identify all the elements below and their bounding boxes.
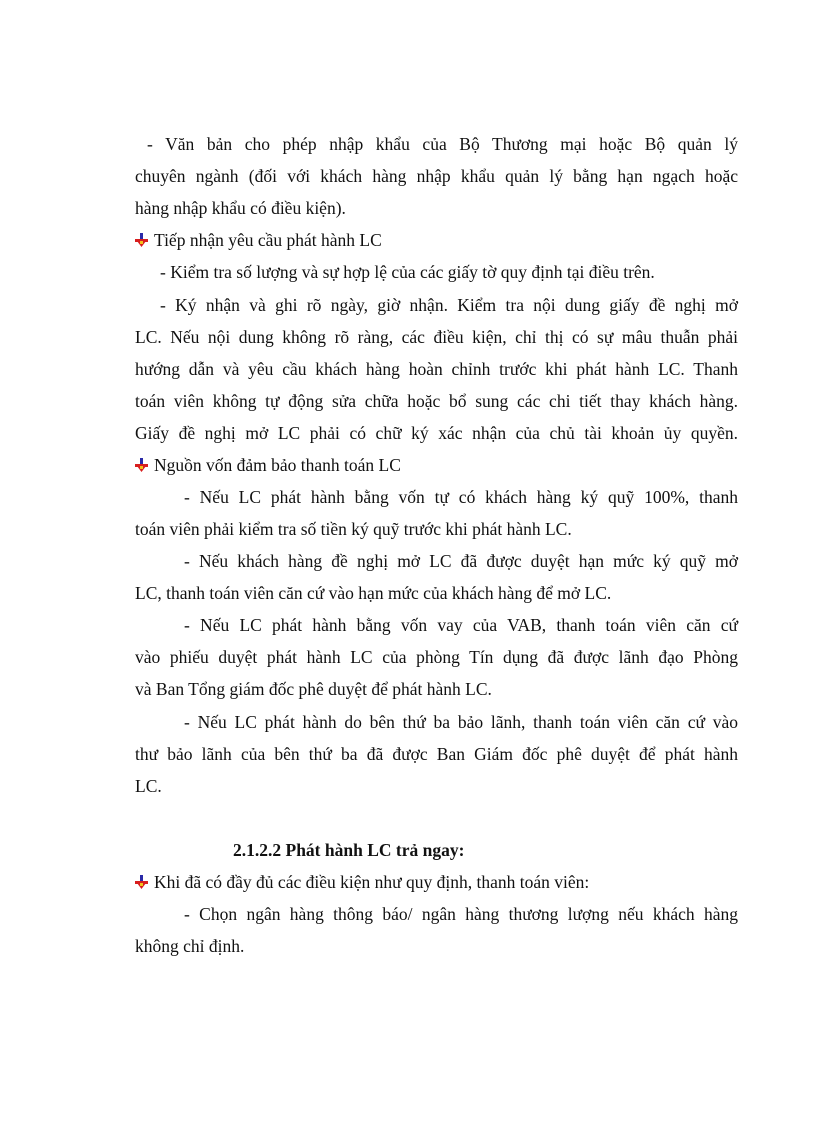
bullet-heading-text: Nguồn vốn đảm bảo thanh toán LC xyxy=(154,455,401,475)
section-heading: 2.1.2.2 Phát hành LC trả ngay: xyxy=(233,840,465,860)
paragraph-line: - Nếu khách hàng đề nghị mở LC đã được duyệt hạn mức ký quỹ mở xyxy=(184,551,738,571)
paragraph-line: - Nếu LC phát hành bằng vốn vay của VAB, thanh toán viên căn cứ xyxy=(184,615,738,635)
arrow-down-bullet-icon xyxy=(135,875,148,889)
bullet-heading-text: Khi đã có đầy đủ các điều kiện như quy định, thanh toán viên: xyxy=(154,872,590,892)
paragraph-line: - Văn bản cho phép nhập khẩu của Bộ Thương mại hoặc Bộ quản lý xyxy=(147,134,738,154)
paragraph-line: LC. Nếu nội dung không rõ ràng, các điều kiện, chỉ thị có sự mâu thuẫn phải xyxy=(135,327,738,347)
bullet-heading xyxy=(135,872,738,892)
paragraph-line: - Nếu LC phát hành do bên thứ ba bảo lãnh, thanh toán viên căn cứ vào xyxy=(184,712,738,732)
bullet-heading-text: Tiếp nhận yêu cầu phát hành LC xyxy=(154,230,382,250)
paragraph-line: - Nếu LC phát hành bằng vốn tự có khách hàng ký quỹ 100%, thanh xyxy=(184,487,738,507)
paragraph-line: - Ký nhận và ghi rõ ngày, giờ nhận. Kiểm tra nội dung giấy đề nghị mở xyxy=(160,295,738,315)
arrow-down-bullet-icon xyxy=(135,233,148,247)
paragraph-line: không chỉ định. xyxy=(135,936,245,956)
paragraph-line: chuyên ngành (đối với khách hàng nhập khẩu quản lý bằng hạn ngạch hoặc xyxy=(135,166,738,186)
paragraph-line: - Chọn ngân hàng thông báo/ ngân hàng thương lượng nếu khách hàng xyxy=(184,904,738,924)
paragraph-line: toán viên không tự động sửa chữa hoặc bổ sung các chi tiết thay khách hàng. xyxy=(135,391,738,411)
paragraph-line: LC, thanh toán viên căn cứ vào hạn mức của khách hàng để mở LC. xyxy=(135,583,612,603)
list-item: - Kiểm tra số lượng và sự hợp lệ của các giấy tờ quy định tại điều trên. xyxy=(160,262,655,282)
paragraph-line: thư bảo lãnh của bên thứ ba đã được Ban Giám đốc phê duyệt để phát hành xyxy=(135,744,738,764)
paragraph-line: và Ban Tổng giám đốc phê duyệt để phát hành LC. xyxy=(135,679,492,699)
bullet-heading xyxy=(135,230,738,250)
paragraph-line: toán viên phải kiểm tra số tiền ký quỹ trước khi phát hành LC. xyxy=(135,519,572,539)
paragraph-line: Giấy đề nghị mở LC phải có chữ ký xác nhận của chủ tài khoản ủy quyền. xyxy=(135,423,738,443)
paragraph-line: vào phiếu duyệt phát hành LC của phòng Tín dụng đã được lãnh đạo Phòng xyxy=(135,647,738,667)
bullet-heading xyxy=(135,455,738,475)
paragraph-line: hướng dẫn và yêu cầu khách hàng hoàn chỉnh trước khi phát hành LC. Thanh xyxy=(135,359,738,379)
paragraph-line: LC. xyxy=(135,776,162,796)
paragraph-line: hàng nhập khẩu có điều kiện). xyxy=(135,198,346,218)
arrow-down-bullet-icon xyxy=(135,458,148,472)
